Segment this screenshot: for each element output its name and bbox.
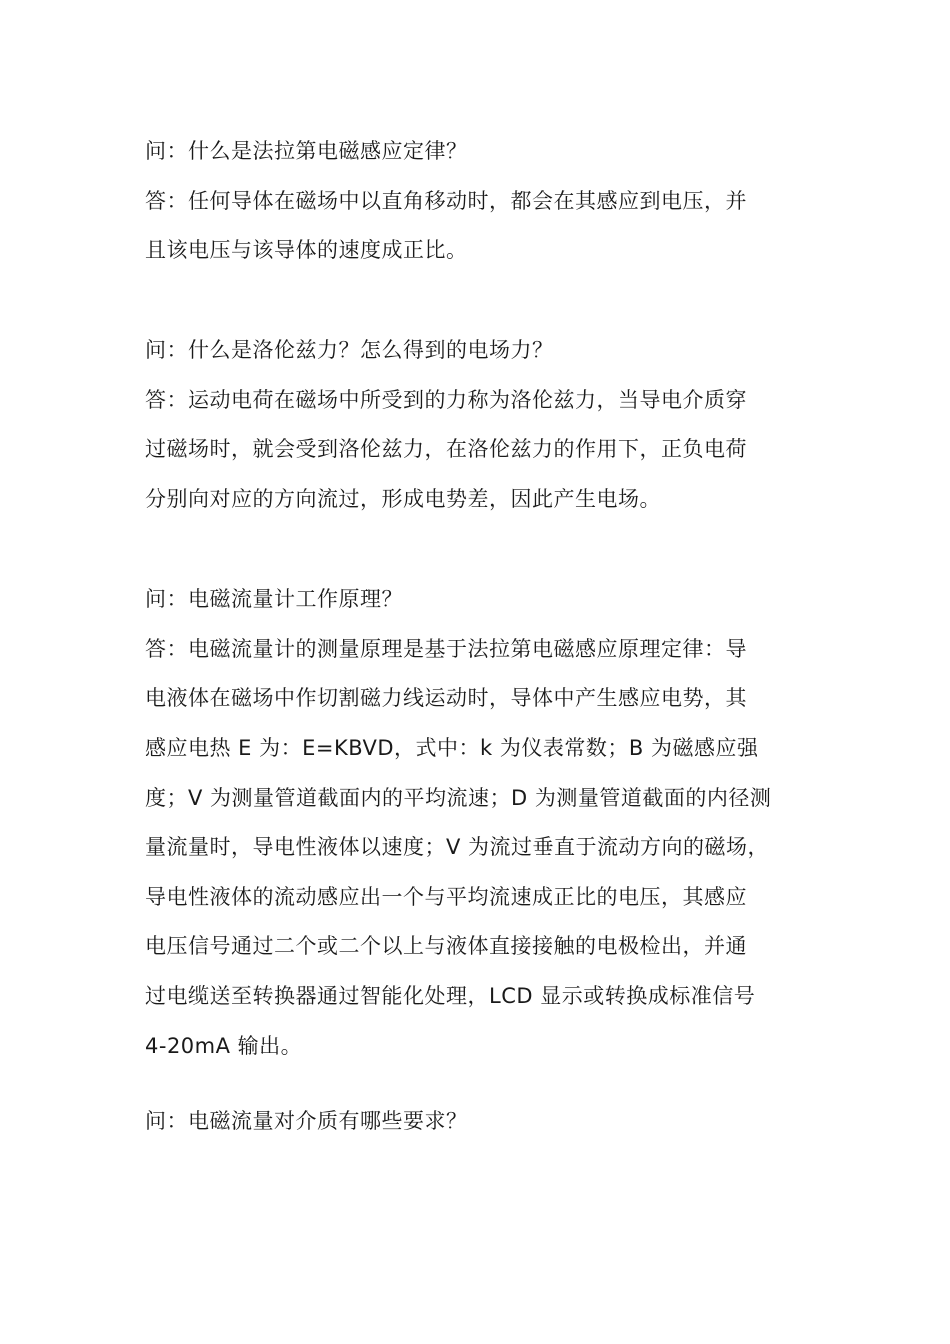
question-4: 问：电磁流量对介质有哪些要求？ bbox=[145, 1109, 468, 1133]
answer-2-line-2: 过磁场时，就会受到洛伦兹力，在洛伦兹力的作用下，正负电荷 bbox=[145, 437, 747, 461]
question-2: 问：什么是洛伦兹力？怎么得到的电场力？ bbox=[145, 338, 554, 362]
answer-3-line-3: 感应电热 E 为：E=KBVD，式中：k 为仪表常数；B 为磁感应强 bbox=[145, 736, 759, 760]
answer-1-line-2: 且该电压与该导体的速度成正比。 bbox=[145, 238, 468, 262]
answer-3-line-1: 答：电磁流量计的测量原理是基于法拉第电磁感应原理定律：导 bbox=[145, 637, 747, 661]
answer-1-line-1: 答：任何导体在磁场中以直角移动时，都会在其感应到电压，并 bbox=[145, 189, 747, 213]
answer-3-line-6: 导电性液体的流动感应出一个与平均流速成正比的电压，其感应 bbox=[145, 885, 747, 909]
answer-2-line-1: 答：运动电荷在磁场中所受到的力称为洛伦兹力，当导电介质穿 bbox=[145, 388, 747, 412]
answer-3-line-4: 度；V 为测量管道截面内的平均流速；D 为测量管道截面的内径测 bbox=[145, 786, 772, 810]
answer-2-line-3: 分别向对应的方向流过，形成电势差，因此产生电场。 bbox=[145, 487, 661, 511]
answer-3-line-8: 过电缆送至转换器通过智能化处理，LCD 显示或转换成标准信号 bbox=[145, 984, 756, 1008]
answer-3-line-7: 电压信号通过二个或二个以上与液体直接接触的电极检出，并通 bbox=[145, 934, 747, 958]
answer-3-line-9: 4-20mA 输出。 bbox=[145, 1034, 303, 1058]
question-3: 问：电磁流量计工作原理？ bbox=[145, 587, 403, 611]
answer-3-line-5: 量流量时，导电性液体以速度；V 为流过垂直于流动方向的磁场， bbox=[145, 835, 770, 859]
question-1: 问：什么是法拉第电磁感应定律？ bbox=[145, 139, 468, 163]
answer-3-line-2: 电液体在磁场中作切割磁力线运动时，导体中产生感应电势，其 bbox=[145, 686, 747, 710]
